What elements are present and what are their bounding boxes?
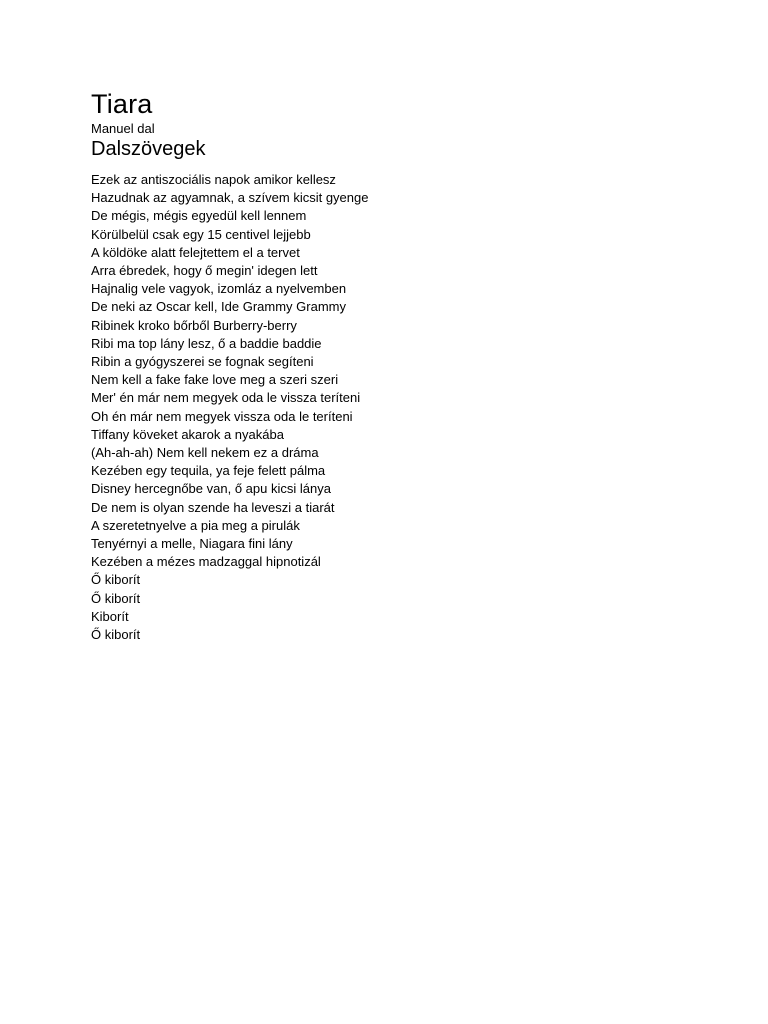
lyric-line: Kiborít — [91, 608, 129, 624]
lyric-line: Ő kiborít — [91, 590, 141, 606]
lyric-line: Hajnalig vele vagyok, izomláz a nyelvemben — [91, 281, 347, 297]
lyric-line: Nem kell a fake fake love meg a szeri szeri — [91, 372, 339, 388]
lyric-line: Körülbelül csak egy 15 centivel lejjebb — [91, 226, 311, 242]
lyric-line: Kezében a mézes madzaggal hipnotizál — [91, 554, 321, 570]
lyric-line: Hazudnak az agyamnak, a szívem kicsit gyenge — [91, 190, 369, 206]
lyric-line: Kezében egy tequila, ya feje felett pálma — [91, 463, 326, 479]
lyric-line: Ő kiborít — [91, 572, 141, 588]
lyric-line: (Ah-ah-ah) Nem kell nekem ez a dráma — [91, 445, 319, 461]
lyric-line: De neki az Oscar kell, Ide Grammy Grammy — [91, 299, 346, 315]
lyric-line: Oh én már nem megyek vissza oda le teríteni — [91, 408, 353, 424]
lyric-line: Disney hercegnőbe van, ő apu kicsi lánya — [91, 481, 331, 497]
lyric-line: A köldöke alatt felejtettem el a tervet — [91, 244, 300, 260]
song-title: Tiara — [91, 89, 153, 119]
lyric-line: Arra ébredek, hogy ő megin' idegen lett — [91, 263, 318, 279]
lyric-line: De nem is olyan szende ha leveszi a tiarát — [91, 499, 335, 515]
lyric-line: Ezek az antiszociális napok amikor kellesz — [91, 172, 336, 187]
lyric-line: Ribin a gyógyszerei se fognak segíteni — [91, 354, 314, 370]
lyric-line: Ő kiborít — [91, 627, 141, 643]
lyrics-heading: Dalszövegek — [91, 138, 206, 160]
lyric-line: A szeretetnyelve a pia meg a pirulák — [91, 517, 300, 533]
lyric-line: De mégis, mégis egyedül kell lennem — [91, 208, 307, 224]
lyric-line: Ribi ma top lány lesz, ő a baddie baddie — [91, 335, 322, 351]
artist-name: Manuel dal — [91, 121, 155, 136]
lyric-line: Tenyérnyi a melle, Niagara fini lány — [91, 536, 293, 552]
document-page — [91, 88, 711, 644]
lyrics-list — [91, 171, 711, 644]
lyric-line: Mer' én már nem megyek oda le vissza teríteni — [91, 390, 361, 406]
lyric-line: Ribinek kroko bőrből Burberry-berry — [91, 317, 297, 333]
lyric-line: Tiffany köveket akarok a nyakába — [91, 426, 284, 442]
